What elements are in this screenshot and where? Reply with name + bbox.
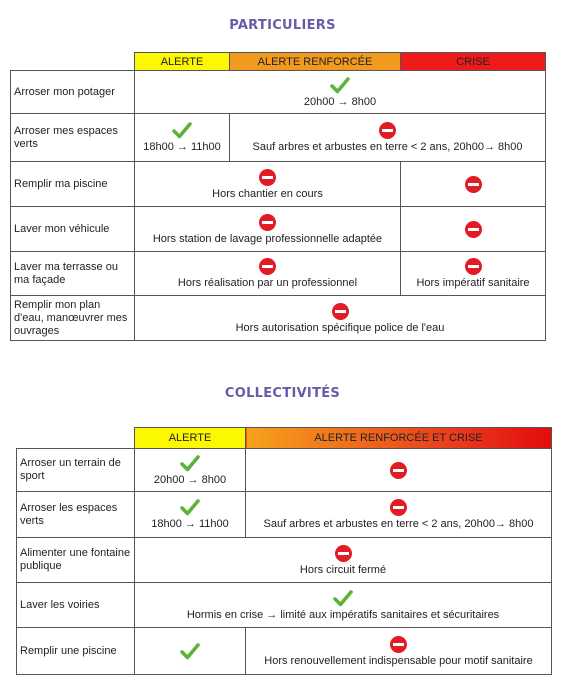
header-crise: CRISE: [401, 53, 546, 71]
prohibited-icon: [259, 258, 276, 275]
row-label: Arroser un terrain de sport: [17, 449, 135, 492]
green-check-icon: [180, 643, 200, 660]
row-label: Arroser les espaces verts: [17, 492, 135, 538]
condition-note: Hors réalisation par un professionnel: [177, 277, 358, 289]
prohibited-icon: [259, 169, 276, 186]
particuliers-table: [10, 52, 546, 341]
header-alerte: ALERTE: [135, 53, 230, 71]
table-row: [11, 114, 546, 162]
row-label: Remplir une piscine: [17, 628, 135, 675]
table-row: [11, 252, 546, 296]
prohibited-icon: [465, 176, 482, 193]
green-check-icon: [172, 122, 192, 139]
condition-note: Sauf arbres et arbustes en terre < 2 ans, 20h00→ 8h00: [252, 141, 523, 153]
prohibited-icon: [390, 499, 407, 516]
particuliers-title: PARTICULIERS: [229, 18, 336, 33]
prohibited-icon: [390, 636, 407, 653]
table-row: [11, 71, 546, 114]
row-label: Laver mon véhicule: [11, 207, 135, 252]
green-check-icon: [330, 77, 350, 94]
table-row: [17, 538, 552, 583]
prohibited-icon: [332, 303, 349, 320]
header-alerte-renforcee-et-crise: ALERTE RENFORCÉE ET CRISE: [246, 428, 552, 449]
condition-note: Sauf arbres et arbustes en terre < 2 ans, 20h00→ 8h00: [263, 518, 534, 530]
condition-note: 18h00 → 11h00: [143, 141, 221, 153]
condition-note: Hors circuit fermé: [299, 563, 387, 576]
row-label: Laver les voiries: [17, 583, 135, 628]
row-label: Laver ma terrasse ou ma façade: [11, 252, 135, 296]
collectivites-table: [16, 427, 552, 675]
table-row: [17, 449, 552, 492]
table-row: [11, 162, 546, 207]
row-label: Remplir mon plan d'eau, manœuvrer mes ouvrages: [11, 296, 135, 341]
condition-note: Hors autorisation spécifique police de l'eau: [235, 321, 445, 334]
condition-note: Hormis en crise → limité aux impératifs sanitaires et sécuritaires: [186, 608, 500, 621]
collectivites-title: COLLECTIVITÉS: [224, 386, 341, 401]
prohibited-icon: [390, 462, 407, 479]
condition-note: 20h00 → 8h00: [303, 95, 377, 108]
condition-note: Hors impératif sanitaire: [416, 277, 530, 289]
row-label: Arroser mon potager: [11, 71, 135, 114]
green-check-icon: [180, 499, 200, 516]
condition-note: Hors renouvellement indispensable pour motif sanitaire: [264, 654, 533, 667]
condition-note: Hors chantier en cours: [212, 187, 323, 200]
table-row: [17, 583, 552, 628]
table-row: [11, 207, 546, 252]
table-row: [11, 296, 546, 341]
condition-note: Hors station de lavage professionnelle adaptée: [152, 232, 383, 245]
table-row: [17, 492, 552, 538]
condition-note: 20h00 → 8h00: [153, 473, 227, 486]
prohibited-icon: [465, 221, 482, 238]
header-alerte: ALERTE: [135, 428, 246, 449]
prohibited-icon: [379, 122, 396, 139]
green-check-icon: [333, 590, 353, 607]
prohibited-icon: [335, 545, 352, 562]
table-row: [17, 628, 552, 675]
header-alerte-renforcee: ALERTE RENFORCÉE: [230, 53, 401, 71]
row-label: Alimenter une fontaine publique: [17, 538, 135, 583]
condition-note: 18h00 → 11h00: [151, 518, 229, 530]
row-label: Remplir ma piscine: [11, 162, 135, 207]
prohibited-icon: [465, 258, 482, 275]
row-label: Arroser mes espaces verts: [11, 114, 135, 162]
prohibited-icon: [259, 214, 276, 231]
green-check-icon: [180, 455, 200, 472]
